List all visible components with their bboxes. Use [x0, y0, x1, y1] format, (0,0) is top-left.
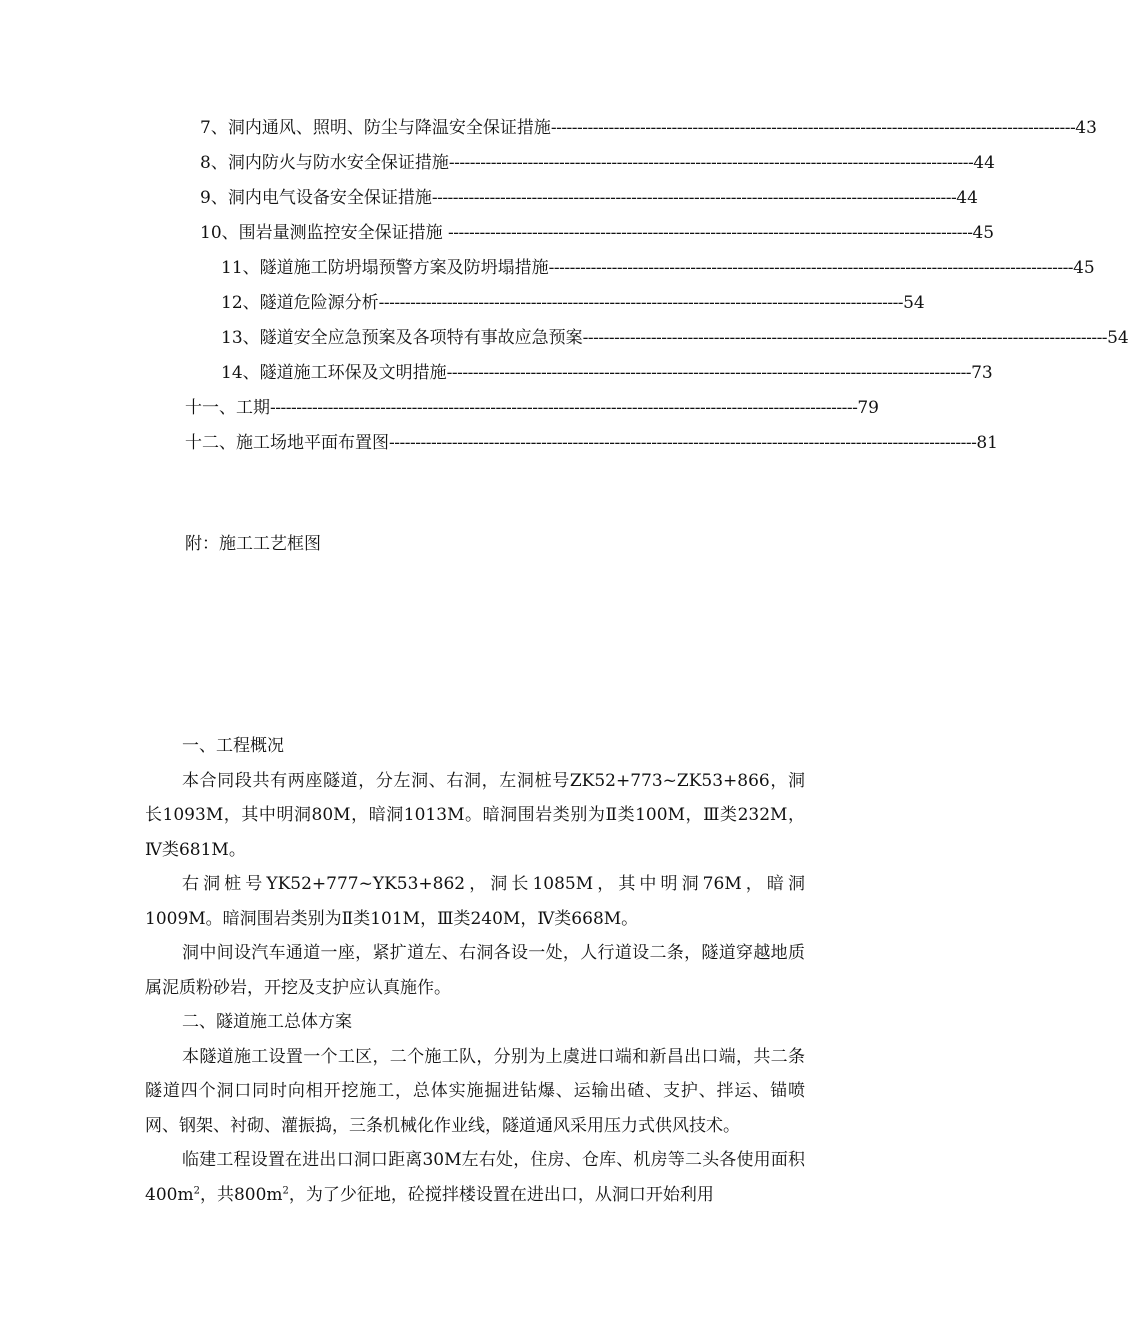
toc-leader: ----------------------------------------------------------------------------------------------------	[378, 293, 904, 313]
toc-entry-page: 45	[1073, 258, 1095, 278]
toc-entry-page: 45	[972, 223, 995, 243]
toc-entry-page: 79	[857, 398, 879, 418]
paragraph	[145, 1143, 805, 1212]
toc-leader: ----------------------------------------------------------------------------------------------------	[446, 363, 972, 383]
appendix-note: 附：施工工艺框图	[185, 534, 321, 554]
toc-leader: ----------------------------------------------------------------------------------------------------	[448, 223, 973, 243]
section-heading: 一、工程概况	[182, 736, 284, 756]
paragraph: 本合同段共有两座隧道，分左洞、右洞，左洞桩号ZK52+773~ZK53+866，洞长1093M，其中明洞80M，暗洞1013M。暗洞围岩类别为Ⅱ类100M，Ⅲ类232M，Ⅳ类681M。	[145, 770, 805, 860]
paragraph-text: ，共800m	[199, 1184, 283, 1205]
toc-entry-label: 14、隧道施工环保及文明措施	[221, 363, 447, 383]
toc-entry[interactable]	[185, 430, 998, 456]
toc-entry-label: 8、洞内防火与防水安全保证措施	[200, 153, 449, 173]
body-content	[145, 729, 805, 1212]
toc-entry-page: 54	[903, 293, 925, 313]
toc-leader: ----------------------------------------------------------------------------------------------------	[431, 188, 957, 208]
toc-entry[interactable]	[200, 220, 995, 246]
toc-entry-label: 7、洞内通风、照明、防尘与降温安全保证措施	[200, 118, 551, 138]
toc-entry-page: 43	[1075, 118, 1097, 138]
toc-entry-label: 13、隧道安全应急预案及各项特有事故应急预案	[221, 328, 583, 348]
section-heading: 二、隧道施工总体方案	[182, 1012, 352, 1032]
toc-entry-label: 十二、施工场地平面布置图	[185, 433, 389, 453]
toc-entry-label: 9、洞内电气设备安全保证措施	[200, 188, 432, 208]
toc-entry[interactable]	[221, 325, 1129, 351]
toc-entry[interactable]	[221, 290, 925, 316]
toc-entry[interactable]	[221, 360, 993, 386]
toc-entry-label: 12、隧道危险源分析	[221, 293, 379, 313]
toc-leader: ----------------------------------------------------------------------------------------------------------------	[389, 433, 977, 453]
paragraph: 右洞桩号YK52+777~YK53+862，洞长1085M，其中明洞76M，暗洞1009M。暗洞围岩类别为Ⅱ类101M，Ⅲ类240M，Ⅳ类668M。	[145, 874, 805, 929]
toc-entry-label: 10、围岩量测监控安全保证措施	[200, 223, 449, 243]
superscript: 2	[282, 1184, 289, 1196]
toc-entry-page: 73	[971, 363, 993, 383]
paragraph: 洞中间设汽车通道一座，紧扩道左、右洞各设一处，人行道设二条，隧道穿越地质属泥质粉砂岩，开挖及支护应认真施作。	[145, 943, 805, 998]
toc-entry[interactable]	[200, 185, 978, 211]
toc-entry[interactable]	[200, 150, 995, 176]
superscript: 2	[193, 1184, 200, 1196]
paragraph-text: 临建工程设置在进出口洞口距离30M左右处，住房、仓库、机房等二头各使用面积400m	[145, 1150, 805, 1205]
toc-entry-page: 44	[956, 188, 978, 208]
toc-leader: ----------------------------------------------------------------------------------------------------	[448, 153, 974, 173]
toc-leader: ----------------------------------------------------------------------------------------------------	[550, 118, 1076, 138]
toc-leader: ----------------------------------------------------------------------------------------------------------------	[270, 398, 858, 418]
toc-entry-page: 81	[976, 433, 998, 453]
toc-entry-page: 44	[973, 153, 995, 173]
toc-entry-label: 11、隧道施工防坍塌预警方案及防坍塌措施	[221, 258, 549, 278]
paragraph-text: ，为了少征地，砼搅拌楼设置在进出口，从洞口开始利用	[288, 1184, 714, 1205]
toc-entry[interactable]	[221, 255, 1095, 281]
toc-entry-label: 十一、工期	[185, 398, 270, 418]
toc-leader: ----------------------------------------------------------------------------------------------------	[582, 328, 1108, 348]
paragraph: 本隧道施工设置一个工区，二个施工队，分别为上虞进口端和新昌出口端，共二条隧道四个洞口同时向相开挖施工，总体实施掘进钻爆、运输出碴、支护、拌运、锚喷网、钢架、衬砌、灌振捣，三条机械化作业线，隧道通风采用压力式供风技术。	[145, 1046, 805, 1136]
toc-entry-page: 54	[1107, 328, 1129, 348]
toc-entry[interactable]	[200, 115, 1097, 141]
toc-entry[interactable]	[185, 395, 879, 421]
toc-leader: ----------------------------------------------------------------------------------------------------	[548, 258, 1074, 278]
